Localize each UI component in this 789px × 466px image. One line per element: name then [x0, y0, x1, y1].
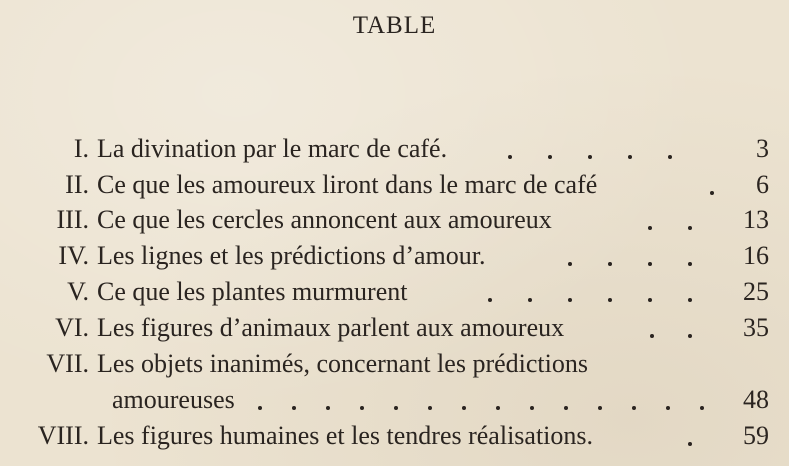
- leader-dot: [528, 298, 532, 302]
- leader-dot: [688, 334, 692, 338]
- page-number: 3: [756, 134, 769, 163]
- leader-dot: [508, 155, 512, 159]
- chapter-numeral: VII.: [46, 349, 89, 378]
- leader-dot: [588, 155, 592, 159]
- leader-dot: [488, 298, 492, 302]
- chapter-title-continued: amoureuses: [112, 385, 235, 414]
- leader-dot: [650, 334, 654, 338]
- leader-dot: [608, 262, 612, 266]
- page-number: 13: [743, 205, 769, 234]
- toc-entry: [0, 132, 789, 166]
- chapter-title: Ce que les cercles annoncent aux amoureux: [97, 205, 552, 234]
- leader-dot: [688, 298, 692, 302]
- chapter-numeral: IV.: [58, 241, 89, 270]
- chapter-title: Les lignes et les prédictions d’amour.: [97, 241, 486, 270]
- leader-dot: [462, 406, 466, 410]
- chapter-numeral: VIII.: [37, 421, 89, 450]
- leader-dot: [292, 406, 296, 410]
- leader-dot: [688, 262, 692, 266]
- leader-dot: [688, 442, 692, 446]
- page-number: 48: [743, 385, 769, 414]
- toc-entry: [0, 168, 789, 202]
- leader-dot: [648, 262, 652, 266]
- page-number: 6: [756, 170, 769, 199]
- chapter-title: Les figures humaines et les tendres réalisations.: [97, 421, 594, 450]
- chapter-title: Les objets inanimés, concernant les prédictions: [97, 349, 588, 378]
- leader-dot: [568, 298, 572, 302]
- chapter-title: La divination par le marc de café.: [97, 134, 448, 163]
- chapter-numeral: II.: [65, 170, 89, 199]
- leader-dot: [598, 406, 602, 410]
- leader-dot: [530, 406, 534, 410]
- chapter-numeral: I.: [73, 134, 89, 163]
- page-title: TABLE: [352, 12, 437, 39]
- leader-dot: [666, 406, 670, 410]
- leader-dot: [648, 298, 652, 302]
- toc-entry: [0, 203, 789, 237]
- toc-entry-continued: [0, 383, 789, 417]
- leader-dot: [700, 406, 704, 410]
- page-number: 59: [743, 421, 769, 450]
- leader-dot: [564, 406, 568, 410]
- toc-entry: [0, 347, 789, 381]
- page-number: 25: [743, 277, 769, 306]
- chapter-numeral: VI.: [55, 313, 89, 342]
- chapter-title: Ce que les plantes murmurent: [97, 277, 408, 306]
- leader-dot: [394, 406, 398, 410]
- toc-entry: [0, 311, 789, 345]
- leader-dot: [710, 191, 714, 195]
- leader-dot: [568, 262, 572, 266]
- page-number: 35: [743, 313, 769, 342]
- chapter-title: Ce que les amoureux liront dans le marc de café: [97, 170, 598, 199]
- leader-dot: [258, 406, 262, 410]
- toc-entry: [0, 239, 789, 273]
- leader-dot: [548, 155, 552, 159]
- leader-dot: [648, 226, 652, 230]
- chapter-title: Les figures d’animaux parlent aux amoureux: [97, 313, 565, 342]
- leader-dot: [496, 406, 500, 410]
- chapter-numeral: V.: [67, 277, 89, 306]
- leader-dot: [632, 406, 636, 410]
- leader-dot: [608, 298, 612, 302]
- leader-dot: [628, 155, 632, 159]
- chapter-numeral: III.: [56, 205, 89, 234]
- leader-dot: [428, 406, 432, 410]
- toc-entry: [0, 419, 789, 453]
- toc-entry: [0, 275, 789, 309]
- leader-dot: [360, 406, 364, 410]
- leader-dot: [668, 155, 672, 159]
- leader-dot: [688, 226, 692, 230]
- leader-dot: [326, 406, 330, 410]
- page-number: 16: [743, 241, 769, 270]
